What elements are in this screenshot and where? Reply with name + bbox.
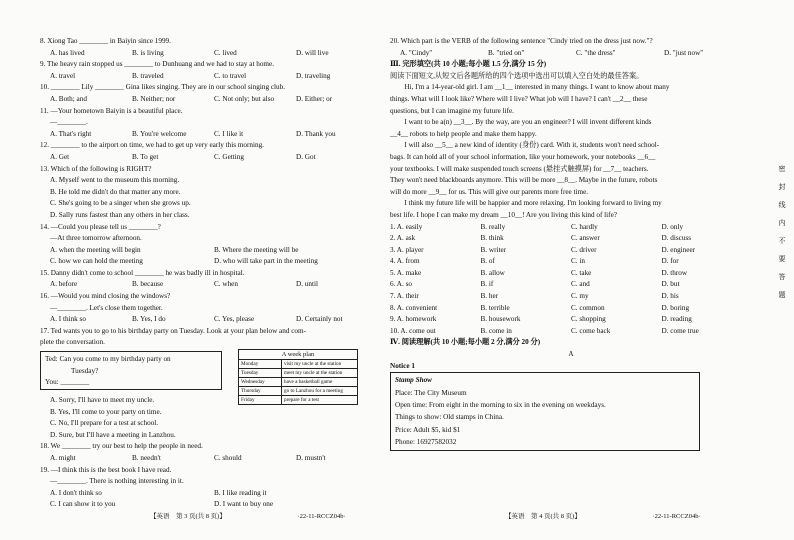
option: B. terrible: [480, 303, 510, 312]
passage-line: will do more __9__ for us. This will give our parents more free time.: [390, 187, 589, 196]
option-line: B. Yes, I'll come to your party on time.: [50, 407, 162, 416]
plan-day: Tuesday: [239, 369, 282, 378]
option: D. reading: [661, 315, 692, 324]
passage-line: bags. It can hold all of your school information, like your homework, your notebooks __6__: [390, 152, 656, 161]
passage-line: best life. I hope I can make my dream __10__! Are you living this kind of life?: [390, 210, 617, 219]
option: A. Get: [50, 152, 70, 161]
option: A. That's right: [50, 129, 92, 138]
option: C. I can show it to you: [50, 500, 116, 509]
option: A. when the meeting will begin: [50, 245, 141, 254]
dialog-line: You: ________: [45, 378, 90, 387]
section-heading: Ⅲ. 完形填空(共 10 小题;每小题 1.5 分,满分 15 分): [390, 60, 547, 69]
plan-row: [239, 369, 357, 378]
option: 5. A. make: [390, 268, 422, 277]
option: B. think: [480, 234, 504, 243]
plan-activity: visit my uncle at the station: [282, 360, 358, 369]
option-line: A. Sorry, I'll have to meet my uncle.: [50, 396, 155, 405]
options-row: [40, 245, 378, 257]
option: 7. A. their: [390, 292, 419, 301]
option-line: A. Myself went to the museum this morning.: [50, 176, 180, 185]
option: A. "Cindy": [400, 48, 433, 57]
week-plan-table: [238, 349, 358, 405]
option: A. might: [50, 454, 76, 462]
passage-line: I will also __5__ a new kind of identity (身份) card. With it, students won't need school-: [390, 141, 660, 150]
option: D. traveling: [296, 71, 331, 80]
option: D. until: [296, 280, 318, 289]
option: 10. A. come out: [390, 326, 436, 335]
option: B. is living: [132, 48, 164, 57]
option: C. lived: [214, 48, 237, 57]
option: A. travel: [50, 71, 76, 80]
option: D. discuss: [661, 234, 692, 243]
right-column: [390, 36, 752, 451]
option: A. I don't think so: [50, 488, 102, 497]
option: B. really: [480, 222, 506, 231]
option: D. Thank you: [296, 129, 336, 138]
option: C. hardly: [571, 222, 598, 231]
options-row: [40, 48, 378, 60]
notice-title: Stamp Show: [395, 376, 432, 385]
question-stem: 11. —Your hometown Baiyin is a beautiful place.: [40, 106, 183, 115]
option-line: D. Sure, but I'll have a meeting in Lanzhou.: [50, 430, 176, 439]
option: C. "the dress": [576, 48, 616, 57]
passage-line: questions, but I can imagine my future life.: [390, 106, 514, 115]
passage-line: __4__ robots to help people and make them happy.: [390, 129, 537, 138]
option: A. I think so: [50, 315, 86, 324]
option: C. Getting: [214, 152, 244, 161]
option: B. her: [480, 292, 499, 301]
option: 6. A. so: [390, 280, 412, 289]
passage-line: your textbooks. I will make suspended touch screens (悬挂式触摸屏) for __7__ teachers.: [390, 164, 649, 173]
option: B. "tried on": [488, 48, 525, 57]
options-row: [40, 71, 378, 83]
plan-row: [239, 396, 357, 405]
dialog-line: Ted: Can you come to my birthday party on: [45, 355, 171, 364]
cloze-options-row: [390, 245, 752, 257]
passage-line: Hi, I'm a 14-year-old girl. I am __1__ interested in many things. I want to know about many: [390, 83, 670, 92]
options-row: [40, 499, 378, 511]
week-plan-title: A week plan: [281, 351, 315, 359]
option: D. "just now": [664, 48, 704, 57]
option: C. should: [214, 454, 242, 462]
option: 9. A. homework: [390, 315, 437, 324]
question-stem: plete the conversation.: [40, 338, 105, 347]
seal-line-notice: [777, 160, 787, 304]
option: D. engineer: [661, 245, 696, 254]
part-label: A: [568, 350, 574, 359]
option: B. come in: [480, 326, 512, 335]
question-stem: 12. ________ to the airport on time, we had to get up very early this morning.: [40, 141, 264, 150]
option: D. Certainly not: [296, 315, 343, 324]
notice-line: Place: The City Museum: [395, 388, 467, 397]
notice-line: Phone: 16927582032: [395, 438, 457, 447]
plan-row: [239, 387, 357, 396]
question-stem: 9. The heavy rain stopped us ________ to Dunhuang and we had to stay at home.: [40, 60, 275, 69]
option: A. before: [50, 280, 78, 289]
options-row: [40, 94, 378, 106]
cloze-options-row: [390, 268, 752, 280]
question-stem: 19. —I think this is the best book I have read.: [40, 465, 172, 474]
notice-line: Price: Adult $5, kid $1: [395, 425, 461, 434]
option: C. how we can hold the meeting: [50, 257, 143, 266]
cloze-options-row: [390, 256, 752, 268]
option: D. come true: [661, 326, 699, 335]
passage-line: They won't need blackboards anymore. This will be more __8__. Maybe in the future, robots: [390, 176, 658, 185]
options-row: [40, 279, 378, 291]
cloze-options-row: [390, 279, 752, 291]
plan-row: [239, 360, 357, 369]
question-stem: 14. —Could you please tell us ________?: [40, 222, 161, 231]
option: B. of: [480, 257, 495, 266]
question-stem: 10. ________ Lily ________ Gina likes singing. They are in our school singing club.: [40, 83, 286, 92]
answer-line: —________.: [50, 118, 88, 127]
seal-char: 内: [778, 219, 786, 227]
passage-line: I want to be a(n) __3__. By the way, are you an engineer? I will invent different kinds: [390, 118, 652, 127]
option: D. for: [661, 257, 679, 266]
answer-line: —________. There is nothing interesting in it.: [50, 477, 184, 486]
footer-page-label: 【英语 第 3 页(共 8 页)】: [150, 513, 226, 520]
option: D. Got: [296, 152, 316, 161]
seal-char: 封: [778, 183, 786, 191]
cloze-options-row: [390, 303, 752, 315]
option-line: D. Sally runs fastest than any others in her class.: [50, 210, 190, 219]
option: D. only: [661, 222, 684, 231]
notice-line: Open time: From eight in the morning to six in the evening on weekdays.: [395, 401, 606, 410]
options-row: [40, 256, 378, 268]
question-stem: 16. —Would you mind closing the windows?: [40, 292, 171, 301]
question-stem: 17. Ted wants you to go to his birthday party on Tuesday. Look at your plan below and com-: [40, 326, 306, 335]
seal-char: 密: [778, 165, 786, 173]
option: B. writer: [480, 245, 507, 254]
option: D. but: [661, 280, 680, 289]
option: A. Both; and: [50, 94, 87, 103]
option: C. shopping: [571, 315, 606, 324]
option: B. because: [132, 280, 164, 289]
option: C. take: [571, 268, 592, 277]
cloze-options-row: [390, 314, 752, 326]
option: D. I want to buy one: [214, 500, 274, 509]
option: D. mustn't: [296, 454, 326, 462]
question-stem: 18. We ________ try our best to help the people in need.: [40, 442, 203, 451]
cloze-options-row: [390, 222, 752, 234]
question-stem: 8. Xiong Tao ________ in Baiyin since 1999.: [40, 37, 171, 45]
plan-row: [239, 378, 357, 387]
option: C. I like it: [214, 129, 244, 138]
seal-char: 要: [778, 255, 786, 263]
footer-page-label: 【英语 第 4 页(共 8 页)】: [505, 513, 581, 520]
question-stem: 13. Which of the following is RIGHT?: [40, 164, 152, 173]
answer-line: —________. Let's close them together.: [50, 303, 163, 312]
plan-activity: go to Lanzhou for a meeting: [282, 387, 358, 396]
option: D. Either; or: [296, 94, 333, 103]
options-row: [40, 129, 378, 141]
dialog-line: Tuesday?: [71, 366, 99, 375]
option: D. his: [661, 292, 679, 301]
seal-char: 题: [778, 291, 786, 299]
passage-line: I think my future life will be happier and more relaxing. I'm looking forward to living my: [390, 199, 662, 208]
option: 3. A. player: [390, 245, 424, 254]
options-row: [40, 152, 378, 164]
option-line: C. She's going to be a singer when she grows up.: [50, 199, 191, 208]
option: 4. A. from: [390, 257, 420, 266]
option: B. Neither; nor: [132, 94, 176, 103]
option: C. answer: [571, 234, 600, 243]
cloze-options-row: [390, 233, 752, 245]
options-row: [40, 453, 378, 465]
cloze-options-row: [390, 291, 752, 303]
plan-activity: have a basketball game: [282, 378, 358, 387]
option: C. Yes, please: [214, 315, 255, 324]
dialog-box: [40, 351, 222, 390]
option: B. housework: [480, 315, 521, 324]
left-column: [40, 36, 378, 511]
option: B. allow: [480, 268, 505, 277]
question-stem: 15. Danny didn't come to school ________ he was badly ill in hospital.: [40, 268, 245, 277]
options-row: [40, 488, 378, 500]
option: 2. A. ask: [390, 234, 416, 243]
option: B. traveled: [132, 71, 164, 80]
option: B. if: [480, 280, 494, 289]
section-heading: Ⅳ. 阅读理解(共 10 小题;每小题 2 分,满分 20 分): [390, 338, 541, 347]
options-row: [390, 48, 752, 60]
notice-box: [390, 372, 700, 450]
option: C. in: [571, 257, 585, 266]
option: D. boring: [661, 303, 690, 312]
footer-code: ·22-11-RCCZ04b·: [652, 513, 701, 520]
option: C. come back: [571, 326, 611, 335]
section-instruction: 阅读下面短文,从短文后各题所给的四个选项中选出可以填入空白处的最佳答案。: [390, 71, 644, 80]
option: D. who will take part in the meeting: [214, 257, 318, 266]
option: D. will live: [296, 48, 329, 57]
cloze-options-row: [390, 326, 752, 338]
option: C. and: [571, 280, 590, 289]
option: D. throw: [661, 268, 688, 277]
option: 1. A. easily: [390, 222, 423, 231]
seal-char: 线: [778, 201, 786, 209]
footer-code: ·22-11-RCCZ04b·: [297, 513, 346, 520]
option: B. needn't: [132, 454, 161, 462]
option: B. Where the meeting will be: [214, 245, 299, 254]
plan-activity: meet my uncle at the station: [282, 369, 358, 378]
option: B. To get: [132, 152, 159, 161]
option: C. to travel: [214, 71, 247, 80]
plan-day: Monday: [239, 360, 282, 369]
option: C. common: [571, 303, 605, 312]
option-line: B. He told me didn't do that matter any more.: [50, 187, 181, 196]
plan-day: Wednesday: [239, 378, 282, 387]
plan-day: Friday: [239, 396, 282, 405]
option: C. my: [571, 292, 589, 301]
option: B. Yes, I do: [132, 315, 166, 324]
answer-line: —At three tomorrow afternoon.: [50, 234, 142, 243]
option: 8. A. convenient: [390, 303, 438, 312]
plan-day: Thursday: [239, 387, 282, 396]
option: C. Not only; but also: [214, 94, 275, 103]
plan-activity: prepare for a test: [282, 396, 358, 405]
seal-char: 答: [778, 273, 786, 281]
question-stem: 20. Which part is the VERB of the following sentence "Cindy tried on the dress just now."?: [390, 37, 653, 45]
option: B. You're welcome: [132, 129, 187, 138]
options-row: [40, 314, 378, 326]
option-line: C. No, I'll prepare for a test at school.: [50, 419, 159, 428]
footer-left-page: [150, 511, 346, 520]
option: C. driver: [571, 245, 597, 254]
seal-char: 不: [778, 237, 786, 245]
option: A. has lived: [50, 48, 85, 57]
option: B. I like reading it: [214, 488, 267, 497]
option: C. when: [214, 280, 238, 289]
passage-line: things. What will I look like? Where will I live? What job will I have? I can't __2__ these: [390, 94, 648, 103]
notice-label: Notice 1: [390, 361, 415, 370]
footer-right-page: [505, 511, 701, 520]
notice-line: Things to show: Old stamps in China.: [395, 413, 504, 422]
plan-table: [239, 359, 357, 404]
